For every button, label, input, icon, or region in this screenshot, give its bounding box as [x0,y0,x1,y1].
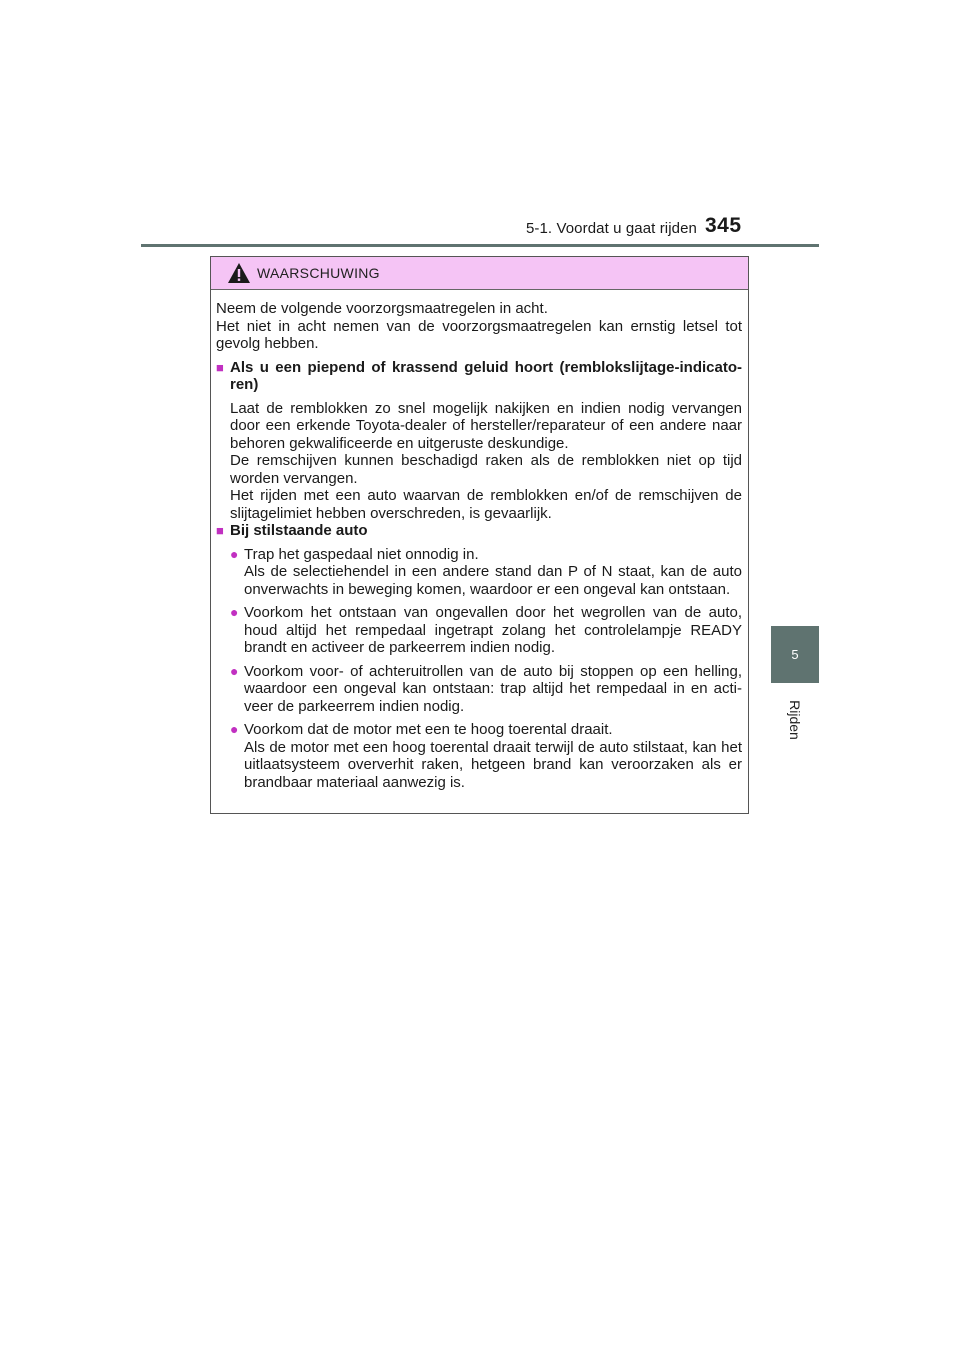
paragraph-text: Laat de remblokken zo snel mogelijk nakijken en indien nodig vervangen door een erkende Toyota-dealer of hersteller/reparateur of een andere naar behoren gekwalificeerde en uitgeruste deskundige. [230,399,742,452]
list-item-text: Voorkom het ontstaan van ongevallen door het wegrollen van de auto, houd altijd het rempedaal ingetrapt zolang het controlelampje READY brandt en activeer de parkeerrem indien nodig. [244,604,742,656]
list-item-line: Als de selectiehendel in een andere stand dan P of N staat, kan de auto onverwachts in beweging komen, waardoor er een ongeval kan ontstaan. [244,563,742,598]
chapter-number: 5 [791,647,799,662]
section-heading [216,522,742,540]
chapter-label-wrapper [771,690,819,750]
list-item-line: Als de motor met een hoog toerental draait terwijl de auto stilstaat, kan het uitlaatsysteem oververhit raken, hetgeen brand kan veroorzaken als er brandbaar materiaal aanwezig is. [244,738,742,791]
paragraph-text: De remschijven kunnen beschadigd raken als de remblokken niet op tijd worden vervangen. [230,452,742,487]
list-item-text [244,546,742,599]
intro-line: Het niet in acht nemen van de voorzorgsmaatregelen kan ernstig letsel tot gevolg hebben. [216,317,742,352]
warning-box [210,256,749,814]
square-bullet-icon: ■ [216,523,224,538]
list-item-text: Voorkom voor- of achteruitrollen van de auto bij stoppen op een helling, waardoor een ongeval kan ontstaan: trap altijd het rempedaal in en acti-veer de parkeerrem indien nodig. [244,662,742,715]
chapter-tab [771,626,819,683]
page-number: 345 [705,214,742,237]
header-divider [141,244,819,247]
warning-intro [216,300,742,353]
circle-bullet-icon: ● [230,721,239,737]
warning-triangle-icon [227,262,251,284]
list-item-text [244,721,742,791]
list-item [216,546,742,599]
list-item [216,604,742,657]
section-paragraph [216,400,742,488]
section-heading-text: Bij stilstaande auto [230,522,368,539]
list-item [216,721,742,791]
square-bullet-icon: ■ [216,359,224,375]
list-item-line: Trap het gaspedaal niet onnodig in. [244,545,479,563]
section-heading [216,359,742,394]
section-title: 5-1. Voordat u gaat rijden [525,220,697,237]
circle-bullet-icon: ● [230,604,239,620]
warning-header [211,257,748,290]
circle-bullet-icon: ● [230,662,239,679]
section-heading-text: Als u een piepend of krassend geluid hoort (remblokslijtage-indicato-ren) [230,358,742,393]
chapter-label: Rijden [786,700,803,740]
warning-title: WAARSCHUWING [257,265,380,281]
intro-line: Neem de volgende voorzorgsmaatregelen in acht. [216,300,548,317]
circle-bullet-icon: ● [230,545,239,562]
list-item [216,663,742,716]
warning-body [211,290,748,791]
section-paragraph: Het rijden met een auto waarvan de remblokken en/of de remschijven de slijtagelimiet hebben overschreden, is gevaarlijk. [230,487,742,522]
list-item-line: Voorkom dat de motor met een te hoog toerental draait. [244,721,613,738]
